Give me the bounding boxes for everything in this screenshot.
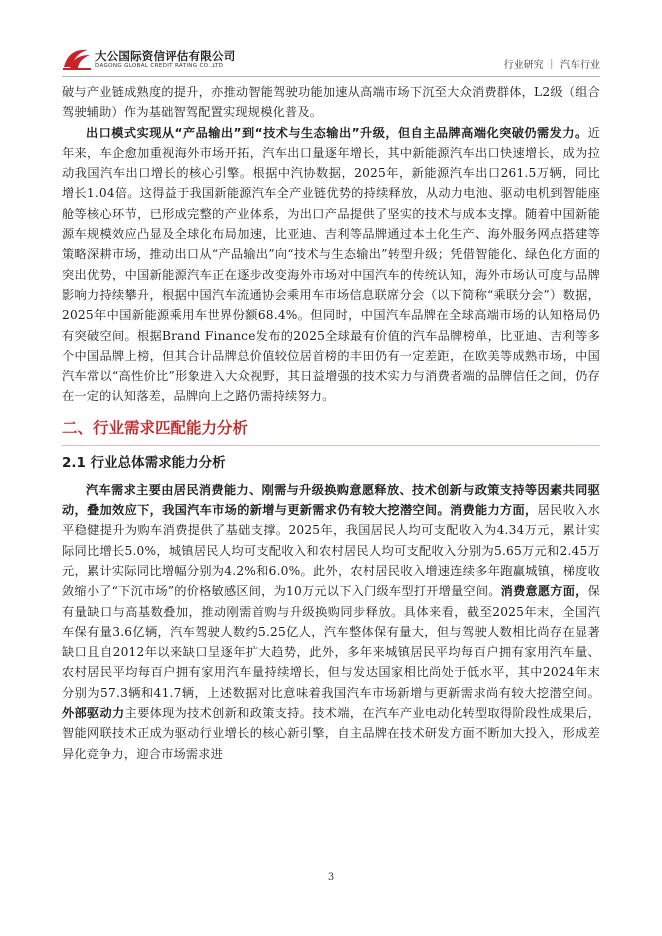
paragraph-3-text-3: 主要体现为技术创新和政策支持。技术端，在汽车产业电动化转型取得阶段性成果后，智能网联技术正成为驱动行业增长的核心新引擎，自主品牌在技术研发方面不断加大投入，形成差异化竞争力，迎合市场需求进 — [62, 706, 600, 761]
paragraph-2-lead: 出口模式实现从“产品输出”到“技术与生态输出”升级，但自主品牌高端化突破仍需发力。 — [86, 125, 588, 140]
page-content — [62, 82, 600, 764]
header-divider — [62, 76, 600, 77]
paragraph-3-lead: 汽车需求主要由居民消费能力、刚需与升级换购意愿释放、技术创新与政策支持等因素共同驱动，叠加效应下，我国汽车市场的新增与更新需求仍有较大挖潜空间。 — [62, 482, 600, 518]
paragraph-3-label-consumption: 消费能力方面， — [449, 503, 538, 518]
paragraph-2 — [62, 123, 600, 407]
subsection-heading: 2.1 行业总体需求能力分析 — [62, 454, 226, 471]
paragraph-3-text-1: 居民收入水平稳健提升为购车消费提供了基础支撑。2025年，我国居民人均可支配收入为4.34万元，累计实际同比增长5.0%，城镇居民人均可支配收入和农村居民人均可支配收入分别为5.65万元和2.45万元，累计实际同比增幅分别为4.2%和6.0%。此外，农村居民收入增速连续多年跑赢城镇，梯度收敛缩小了“下沉市场”的价格敏感区间，为10万元以下入门级车型打开增量空间。 — [62, 503, 601, 599]
paragraph-3-label-external: 外部驱动力 — [62, 706, 125, 721]
company-logo — [62, 47, 236, 75]
page-header — [0, 0, 662, 84]
paragraph-3-text-2: 保有量缺口与高基数叠加，推动刚需首购与升级换购同步释放。具体来看，截至2025年末，全国汽车保有量3.6亿辆，汽车驾驶人数约5.25亿人，汽车整体保有量大，但与驾驶人数相比尚存在显著缺口且自2012年以来缺口呈逐年扩大趋势，此外，多年来城镇居民平均每百户拥有家用汽车量、农村居民平均每百户拥有家用汽车量持续增长，但与发达国家相比尚处于低水平，其中2024年末分别为57.3辆和41.7辆，上述数据对比意味着我国汽车市场新增与更新需求尚有较大挖潜空间。 — [62, 584, 600, 700]
logo-en-text: DAGONG GLOBAL CREDIT RATING CO.,LTD — [95, 63, 224, 69]
section-heading: 二、行业需求匹配能力分析 — [62, 418, 249, 437]
logo-cn-text: 大公国际资信评估有限公司 — [95, 49, 236, 63]
paragraph-3-label-willingness: 消费意愿方面， — [500, 584, 588, 599]
paragraph-2-text: 近年来，车企愈加重视海外市场开拓，汽车出口量逐年增长，其中新能源汽车出口快速增长，成为拉动我国汽车出口增长的核心引擎。根据中汽协数据，2025年，新能源汽车出口261.5万辆，同比增长1.04倍。这得益于我国新能源汽车全产业链优势的持续释放，从动力电池、驱动电机到智能座舱等核心环节，已形成完整的产业体系，为出口产品提供了坚实的技术与成本支撑。随着中国新能源车规模效应凸显及全球化布局加速，比亚迪、吉利等品牌通过本土化生产、海外服务网点搭建等策略深耕市场，推动出口从“产品输出”向“技术与生态输出”转型升级；凭借智能化、绿色化方面的突出优势，中国新能源汽车正在逐步改变海外市场对中国汽车的传统认知，海外市场认可度与品牌影响力持续攀升，根据中国汽车流通协会乘用车市场信息联席分会（以下简称“乘联分会”）数据，2025年中国新能源乘用车世界份额68.4%。但同时，中国汽车品牌在全球高端市场的认知格局仍有突破空间。根据Brand Finance发布的2025全球最有价值的汽车品牌榜单，比亚迪、吉利等多个中国品牌上榜，但其合计品牌总价值较位居首榜的丰田仍有一定差距，在欧美等成熟市场，中国汽车常以“高性价比”形象进入大众视野，其日益增强的技术实力与消费者端的品牌信任之间，仍存在一定的认知落差，品牌向上之路仍需持续努力。 — [62, 125, 600, 404]
header-section-label: 行业研究 ｜ 汽车行业 — [503, 60, 600, 71]
paragraph-1: 破与产业链成熟度的提升，亦推动智能驾驶功能加速从高端市场下沉至大众消费群体，L2级（组合驾驶辅助）作为基础智驾配置实现规模化普及。 — [62, 85, 600, 120]
section-heading-rule — [62, 445, 600, 446]
page-number: 3 — [327, 872, 335, 883]
logo-mark-icon — [62, 47, 92, 71]
paragraph-3 — [62, 480, 600, 764]
